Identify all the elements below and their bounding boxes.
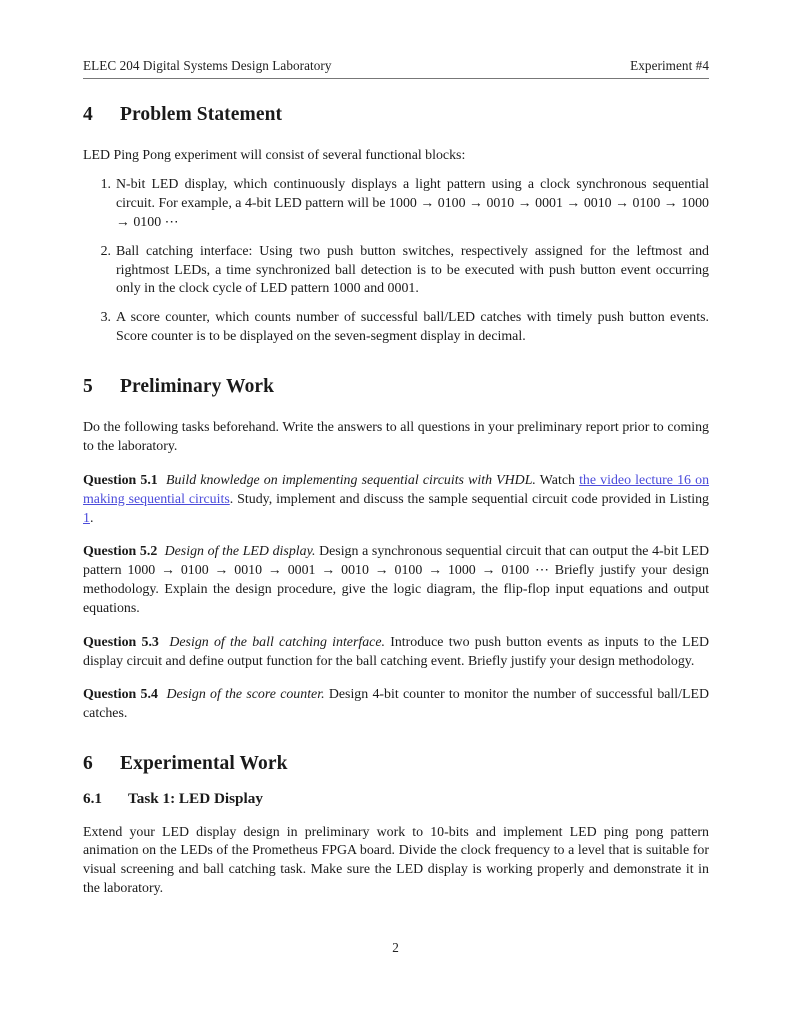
running-header: [83, 58, 709, 79]
question-body: Design 4-bit counter to monitor the number of successful ball/LED catches.: [83, 687, 710, 722]
page-number: 2: [392, 940, 399, 955]
question-description: Design of the ball catching interface.: [169, 634, 385, 650]
section-number: 5: [83, 375, 93, 397]
list-item: [83, 176, 709, 232]
subsection-heading-task-1: [83, 790, 709, 808]
functional-blocks-list: [83, 176, 709, 347]
section-title: Experimental Work: [120, 753, 288, 774]
question-5-1: [83, 472, 709, 528]
section-number: 6: [83, 753, 93, 774]
problem-statement-intro: LED Ping Pong experiment will consist of several functional blocks:: [83, 148, 466, 164]
question-label: Question 5.1: [83, 472, 158, 488]
section-number: 4: [83, 104, 93, 125]
video-lecture-link[interactable]: the video lecture 16 on making sequential circuits: [83, 472, 710, 507]
listing-1-crossref[interactable]: 1: [83, 510, 90, 526]
question-body-mid: . Study, implement and discuss the sample sequential circuit code provided in Listing: [229, 491, 710, 507]
question-description: Design of the score counter.: [166, 687, 325, 703]
preliminary-work-intro: Do the following tasks beforehand. Write the answers to all questions in your preliminary report prior to coming to the laboratory.: [83, 420, 709, 455]
list-marker: 1.: [100, 177, 111, 193]
section-heading-preliminary-work: [83, 375, 709, 398]
list-item-text: A score counter, which counts number of successful ball/LED catches with timely push button events. Score counter is to be displayed on the seven-segment display in decimal.: [116, 310, 709, 345]
question-body: Introduce two push button events as inputs to the LED display circuit and define output function for the ball catching event. Briefly justify your design methodology.: [83, 634, 709, 669]
section-heading-problem-statement: [83, 103, 709, 126]
question-description: Build knowledge on implementing sequential circuits with VHDL.: [166, 472, 536, 488]
question-5-2: [83, 543, 709, 618]
body-column: [83, 103, 709, 899]
question-body-post: .: [89, 510, 94, 526]
question-5-3: [83, 634, 709, 672]
task-1-body: Extend your LED display design in preliminary work to 10-bits and implement LED ping pong pattern animation on the LEDs of the Prometheus FPGA board. Divide the clock frequency to a level that is suitable for visual screening and ball catching task. Make sure the LED display is working properly and demonstrate it in the laboratory.: [83, 824, 709, 897]
question-description: Design of the LED display.: [164, 544, 316, 560]
header-course-title: ELEC 204 Digital Systems Design Laboratory: [83, 58, 332, 73]
list-item: [83, 243, 709, 299]
list-item-text: Ball catching interface: Using two push button switches, respectively assigned for the leftmost and rightmost LEDs, a time synchronized ball detection is to be executed with push button event occurring only in the clock cycle of LED pattern 1000 and 0001.: [116, 243, 709, 297]
list-marker: 3.: [100, 310, 111, 326]
header-experiment-label: Experiment #4: [630, 58, 709, 73]
question-body-pre: Watch: [535, 472, 580, 488]
list-item-text: N-bit LED display, which continuously displays a light pattern using a clock synchronous sequential circuit. For example, a 4-bit LED pattern will be 1000 → 0100 → 0010 → 0001 → 0010 → 0100 → 1000 → 0100 ⋯: [116, 177, 709, 230]
subsection-title: Task 1: LED Display: [128, 790, 263, 808]
question-body: Design a synchronous sequential circuit that can output the 4-bit LED pattern 1000 → 0100 → 0010 → 0001 → 0010 → 0100 → 1000 → 0100 ⋯ Briefly justify your design methodology. Explain the design procedure, give the logic diagram, the flip-flop input equations and output equations.: [83, 544, 710, 616]
list-item: [83, 309, 709, 347]
subsection-number: 6.1: [83, 790, 102, 808]
question-label: Question 5.4: [83, 687, 158, 703]
section-heading-experimental-work: [83, 752, 709, 775]
question-label: Question 5.2: [83, 544, 158, 560]
question-5-4: [83, 686, 709, 724]
section-title: Preliminary Work: [120, 375, 275, 397]
section-title: Problem Statement: [120, 104, 283, 125]
question-label: Question 5.3: [83, 634, 159, 650]
list-marker: 2.: [100, 243, 111, 259]
